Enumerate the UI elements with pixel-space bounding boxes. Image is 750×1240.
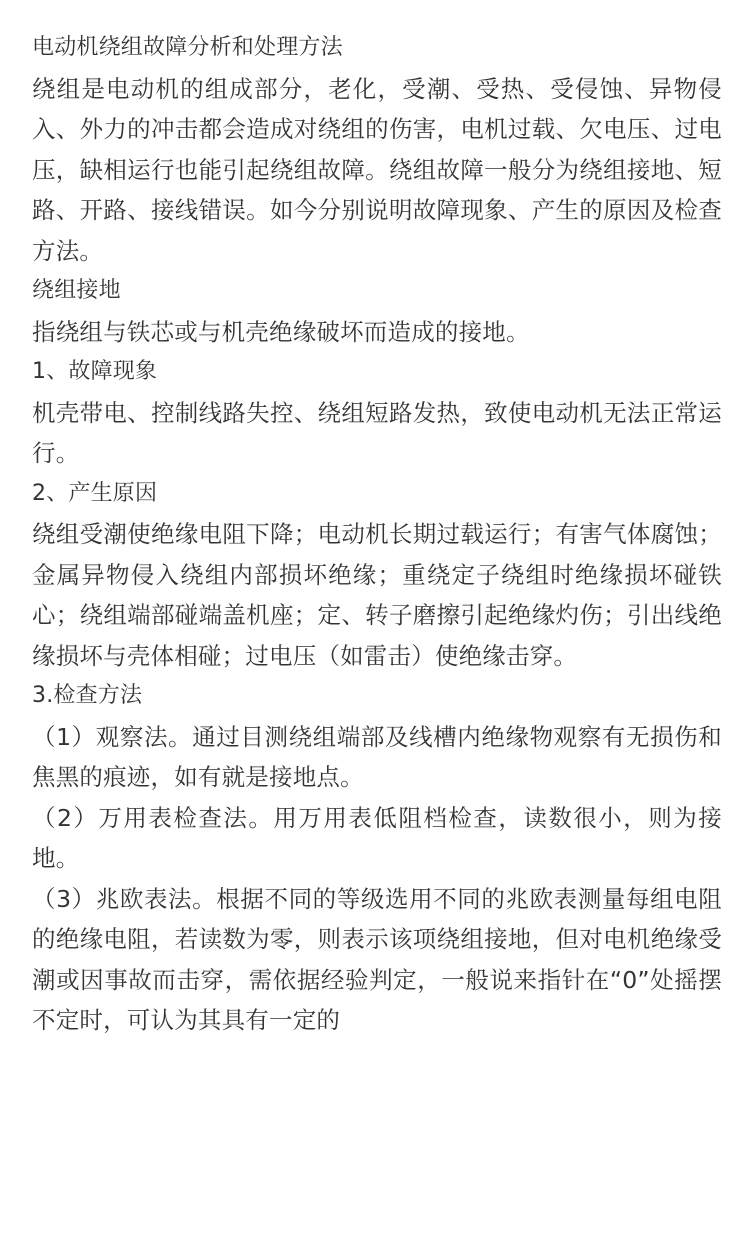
intro-paragraph: 绕组是电动机的组成部分，老化，受潮、受热、受侵蚀、异物侵入、外力的冲击都会造成对绕组的伤害，电机过载、欠电压、过电压，缺相运行也能引起绕组故障。绕组故障一般分为绕组接地、短路、开路、接线错误。如今分别说明故障现象、产生的原因及检查方法。 bbox=[32, 74, 722, 265]
cause-heading: 2、产生原因 bbox=[32, 480, 158, 506]
fault-paragraph: 机壳带电、控制线路失控、绕组短路发热，致使电动机无法正常运行。 bbox=[32, 398, 722, 467]
check-item-megohmmeter: （3）兆欧表法。根据不同的等级选用不同的兆欧表测量每组电阻的绝缘电阻，若读数为零，则表示该项绕组接地，但对电机绝缘受潮或因事故而击穿，需依据经验判定，一般说来指针在“0”处摇摆不定时，可认为其具有一定的 bbox=[32, 884, 722, 1034]
section-definition: 指绕组与铁芯或与机壳绝缘破坏而造成的接地。 bbox=[32, 317, 530, 346]
check-item-multimeter: （2）万用表检查法。用万用表低阻档检查，读数很小，则为接地。 bbox=[32, 803, 722, 872]
article-title: 电动机绕组故障分析和处理方法 bbox=[32, 35, 343, 60]
check-heading: 3.检查方法 bbox=[32, 683, 143, 708]
article-body bbox=[32, 28, 722, 1041]
section-heading: 绕组接地 bbox=[32, 278, 121, 303]
fault-heading: 1、故障现象 bbox=[32, 359, 158, 384]
cause-paragraph: 绕组受潮使绝缘电阻下降；电动机长期过载运行；有害气体腐蚀；金属异物侵入绕组内部损坏绝缘；重绕定子绕组时绝缘损坏碰铁心；绕组端部碰端盖机座；定、转子磨擦引起绝缘灼伤；引出线绝缘损坏与壳体相碰；过电压（如雷击）使绝缘击穿。 bbox=[32, 520, 722, 670]
check-item-observe: （1）观察法。通过目测绕组端部及线槽内绝缘物观察有无损伤和焦黑的痕迹，如有就是接地点。 bbox=[32, 722, 722, 791]
